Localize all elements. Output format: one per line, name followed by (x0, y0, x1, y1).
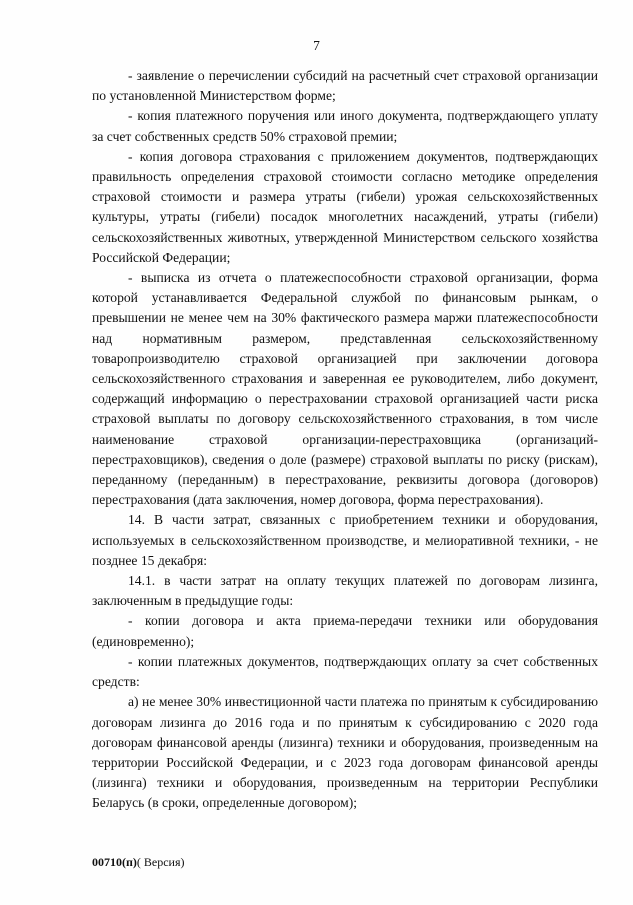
paragraph-solvency-report-extract: - выписка из отчета о платежеспособности страховой организации, форма которой устанавливается Федеральной службой по финансовым рынкам, о превышении не менее чем на 30% фактического размера маржи платежеспособности над нормативным размером, представленная сельскохозяйственному товаропроизводителю страховой организацией при заключении договора сельскохозяйственного страхования и заверенная ее руководителем, либо документ, содержащий информацию о перестраховании страховой организацией части риска страховой выплаты по договору сельскохозяйственного страхования, в том числе наименование страховой организации-перестраховщика (организаций-перестраховщиков), сведения о доле (размере) страховой выплаты по риску (рискам), переданному (переданным) в перестрахование, реквизиты договора (договоров) перестрахования (дата заключения, номер договора, форма перестрахования). (92, 270, 598, 508)
footer-document-code (92, 855, 185, 870)
document-body (92, 66, 598, 814)
paragraph-contract-act-copies: - копии договора и акта приема-передачи техники или оборудования (единовременно); (92, 613, 598, 649)
paragraph-payment-order-copy: - копия платежного поручения или иного документа, подтверждающего уплату за счет собственных средств 50% страховой премии; (92, 108, 598, 144)
paragraph-payment-documents-copies: - копии платежных документов, подтверждающих оплату за счет собственных средств: (92, 653, 598, 690)
paragraph-item-14: 14. В части затрат, связанных с приобретением техники и оборудования, используемых в сельскохозяйственном производстве, и мелиоративной техники, - не позднее 15 декабря: (92, 512, 598, 568)
footer-version: ( Версия) (136, 855, 185, 869)
paragraph-subitem-a: а) не менее 30% инвестиционной части платежа по принятым к субсидированию договорам лизинга до 2016 года и по принятым к субсидированию с 2020 года договорам финансовой аренды (лизинга) техники и оборудования, произведенным на территории Российской Федерации, и с 2023 года договорам финансовой аренды (лизинга) техники и оборудования, произведенным на территории Республики Беларусь (в сроки, определенные договором); (92, 694, 598, 811)
page-number: 7 (313, 38, 320, 53)
footer-code: 00710(п) (92, 855, 137, 869)
paragraph-item-14-1: 14.1. в части затрат на оплату текущих платежей по договорам лизинга, заключенным в предыдущие годы: (92, 573, 598, 609)
paragraph-subsidy-application: - заявление о перечислении субсидий на расчетный счет страховой организации по установленной Министерством форме; (92, 68, 598, 104)
paragraph-insurance-contract-copy: - копия договора страхования с приложением документов, подтверждающих правильность определения страховой стоимости согласно методике определения страховой стоимости и размера утраты (гибели) урожая сельскохозяйственных культуры, утраты (гибели) посадок многолетних насаждений, утраты (гибели) сельскохозяйственных животных, утвержденной Министерством сельского хозяйства Российской Федерации; (92, 148, 598, 265)
